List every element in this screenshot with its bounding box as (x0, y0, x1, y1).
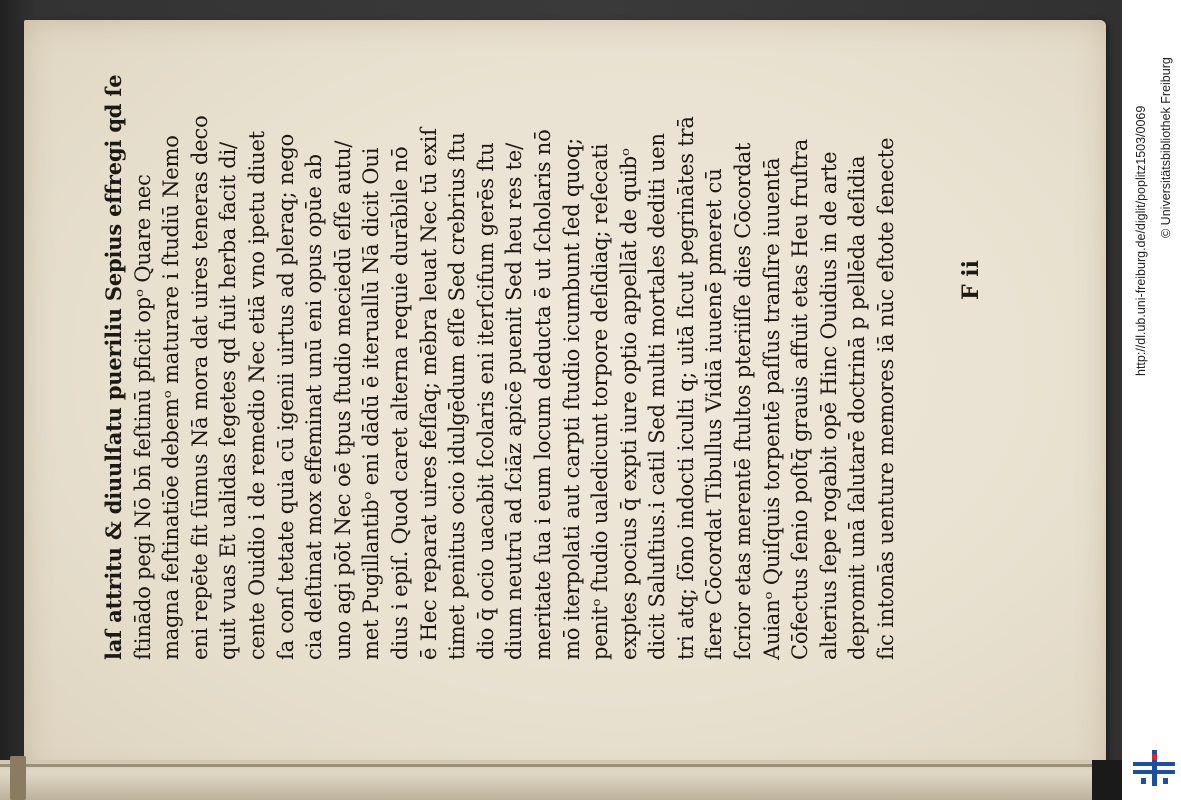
binding-corner (1092, 760, 1122, 800)
text-line: meritate ſua i eum locum deducta ē ut ſcholaris nō (530, 129, 555, 660)
text-line: dium neutrū ad ſciāz apicē puenit Sed heu res te/ (502, 142, 527, 660)
text-line: ſiere Cōcordat Tibullus Vidiā iuuenē pmeret cū (702, 168, 727, 660)
binding-tab (10, 756, 26, 800)
text-line: quit vuas Et ualidas ſegetes qd fuit herba facit di/ (216, 142, 241, 660)
text-line: ſtinādo pegi Nō bn̄ feſtinū pficit opᵒ Quare nec (130, 174, 155, 660)
binding-shadow (0, 764, 1100, 767)
text-line: eni repēte fit ſūmus Nā mora dat uires teneras deco (187, 115, 212, 660)
text-line: dio q̄ ocio uacabit ſcolaris eni iterſcifum gerēs ſtu (473, 142, 498, 660)
text-line: mō iterpolati aut carpti ſtudio icumbunt ſed quoq; (559, 138, 584, 660)
text-line: magna feſtinatiōe debemᵒ maturare i ſtudiū Nemo (159, 135, 184, 660)
copyright-notice: © Universitätsbibliothek Freiburg (1159, 57, 1173, 238)
page-text-block (100, 74, 901, 660)
text-line: cente Ouidio i de remedio Nec etiā vno ipetu diuet (244, 131, 269, 660)
text-line: met Pugillantibᵒ eni dādū ē iteruallū Nā dicit Oui (359, 147, 384, 660)
text-line: Auianᵒ Quiſquis torpentē paſſus tranſire iuuentā (759, 157, 784, 660)
text-line: alterius ſepe rogabit opē Hinc Ouidius in de arte (816, 151, 841, 660)
text-line: ē Hec reparat uires feſſaq; mēbra leuat Nec tū exiſ (416, 128, 441, 660)
text-line: uno agi pōt Nec oē tpus ſtudio meciedū eſſe autu/ (330, 140, 355, 660)
source-url-link[interactable]: http://dl.ub.uni-freiburg.de/diglit/poplitz1503/0069 (1134, 105, 1148, 376)
signature-mark: F ii (958, 260, 984, 300)
text-line: exptes pocius q̄ expti iure optio appellāt de quibᵒ (616, 148, 641, 660)
text-line: cia deſtinat mox effeminat unū eni opus opūe ab (302, 154, 327, 660)
text-line: dius i epiſ. Quod caret alterna requie durābile nō (387, 146, 412, 660)
ub-freiburg-logo-icon (1133, 748, 1175, 788)
text-line: Cōfectus ſenio poſtq̄ grauis affuit etas Heu fruſtra (788, 138, 813, 660)
text-line: laſ attritu & diuulſatu pueriliu Sepius effregi qd ſe (101, 74, 126, 660)
text-line: tri atq; ſōno indocti iculti q; uitā ſicut pegrinātes trā (673, 116, 698, 660)
text-line: ſcrior etas merentē ſtultos pteriiſſe dies Cōcordat (731, 142, 756, 660)
text-line: ſa conſ tetate quia cū igenii uirtus ad pleraq; nego (273, 133, 298, 660)
text-line: ſic intonās uenture memores iā nūc eſtote ſenecte (874, 137, 899, 660)
text-line: timet penitus ocio idulgēdum eſſe Sed crebrius ſtu (445, 132, 470, 660)
text-line: dicit Saluſtius.i catil Sed multi mortales dediti uen (645, 133, 670, 660)
text-line: depromit unā ſalutarē doctrinā p pellēda deſidia (845, 155, 870, 660)
text-line: penitᵒ ſtudio ualedicunt torpore deſidiaq; reſecati (588, 143, 613, 660)
